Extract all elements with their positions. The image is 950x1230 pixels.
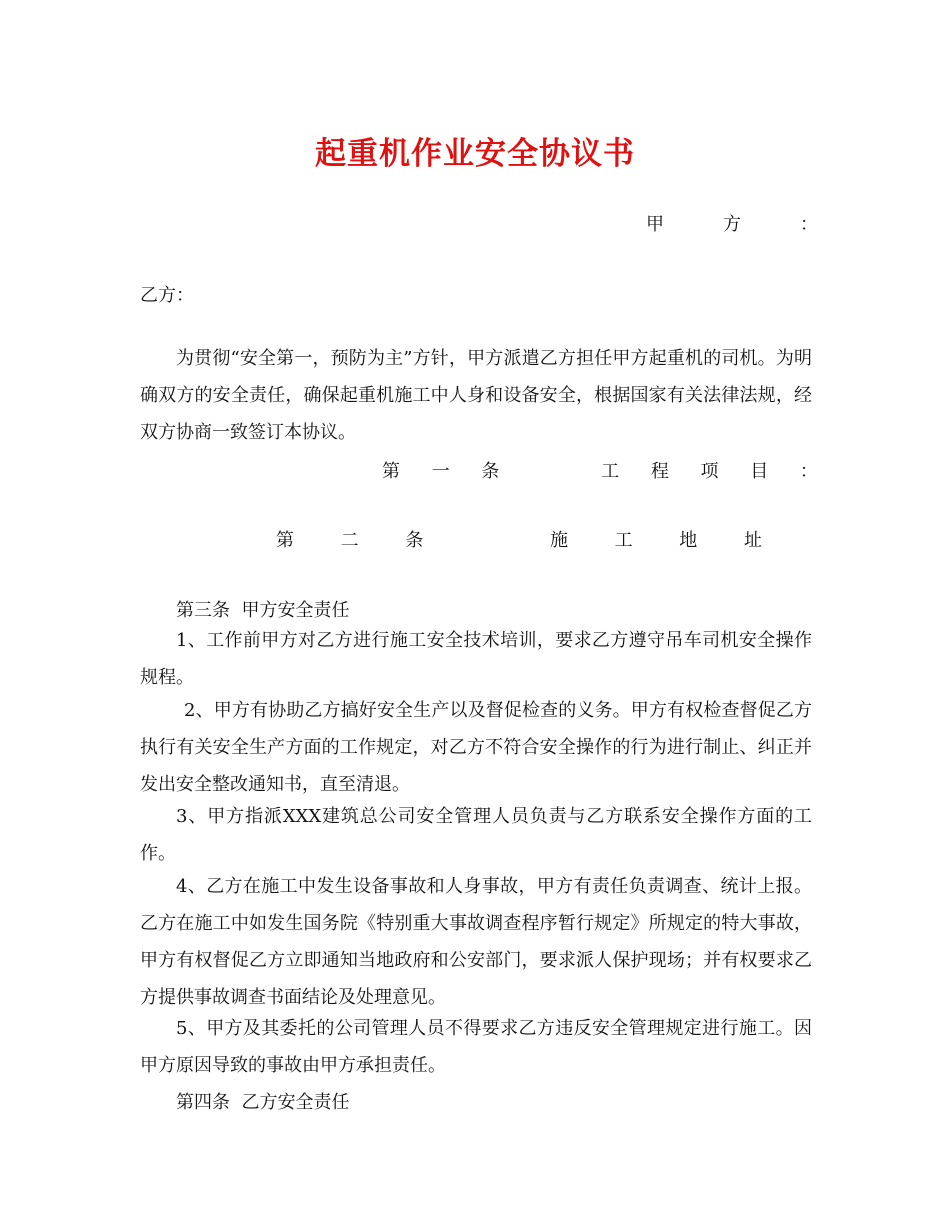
article1-char: 程 <box>650 461 669 482</box>
article1-char: 目 <box>750 461 769 482</box>
article2-char: 条 <box>405 530 424 551</box>
article1-char: 项 <box>700 461 719 482</box>
article1-char: ： <box>799 461 818 482</box>
article1-line <box>382 457 818 483</box>
article3-item-4: 4、乙方在施工中发生设备事故和人身事故，甲方有责任负责调查、统计上报。乙方在施工中如发生国务院《特别重大事故调查程序暂行规定》所规定的特大事故，甲方有权督促乙方立即通知当地政府和公安部门，要求派人保护现场；并有权要求乙方提供事故调查书面结论及处理意见。 <box>140 876 812 1008</box>
article3-item-5: 5、甲方及其委托的公司管理人员不得要求乙方违反安全管理规定进行施工。因甲方原因导致的事故由甲方承担责任。 <box>140 1018 812 1076</box>
party-a-char: ： <box>800 214 818 235</box>
article2-char: 址 <box>743 530 762 551</box>
article1-char: 条 <box>481 461 500 482</box>
article2-char: 二 <box>340 530 359 551</box>
article2-char: 第 <box>276 530 294 551</box>
article2-line <box>276 526 762 552</box>
article3-item-1: 1、工作前甲方对乙方进行施工安全技术培训，要求乙方遵守吊车司机安全操作规程。 <box>140 630 812 688</box>
article1-char: 一 <box>431 461 450 482</box>
article1-char: 第 <box>382 461 400 482</box>
article4-heading: 第四条 乙方安全责任 <box>176 1092 350 1113</box>
article2-char: 工 <box>614 530 633 551</box>
article2-char: 地 <box>679 530 698 551</box>
party-a-char: 甲 <box>646 214 664 235</box>
intro-paragraph: 为贯彻“安全第一，预防为主”方针，甲方派遣乙方担任甲方起重机的司机。为明确双方的安全责任，确保起重机施工中人身和设备安全，根据国家有关法律法规，经双方协商一致签订本协议。 <box>140 348 812 443</box>
article1-char: 工 <box>601 461 620 482</box>
article2-char: 施 <box>549 530 568 551</box>
party-a-char: 方 <box>723 214 741 235</box>
document-title: 起重机作业安全协议书 <box>315 136 635 172</box>
article3-item-3: 3、甲方指派XXX建筑总公司安全管理人员负责与乙方联系安全操作方面的工作。 <box>140 806 812 864</box>
article3-item-2: 2、甲方有协助乙方搞好安全生产以及督促检查的义务。甲方有权检查督促乙方执行有关安全生产方面的工作规定，对乙方不符合安全操作的行为进行制止、纠正并发出安全整改通知书，直至清退。 <box>140 700 812 795</box>
party-b-line: 乙方： <box>140 285 194 306</box>
article3-heading: 第三条 甲方安全责任 <box>176 600 350 621</box>
party-a-line <box>646 210 818 236</box>
